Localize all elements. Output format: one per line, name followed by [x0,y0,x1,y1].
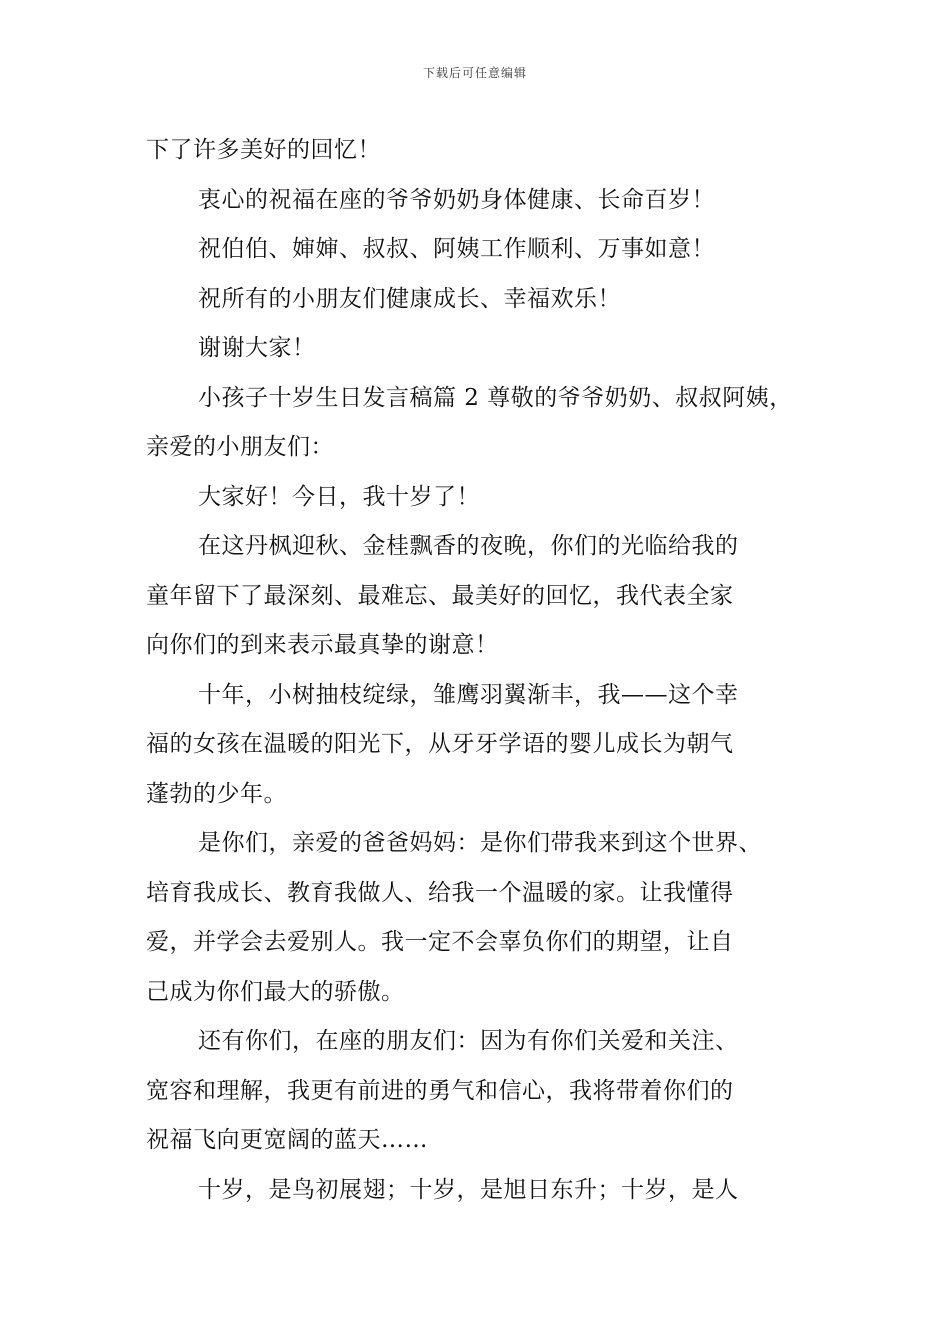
text-line: 己成为你们最大的骄傲。 [146,978,405,1005]
text-line: 福的女孩在温暖的阳光下，从牙牙学语的婴儿成长为朝气 [146,731,734,757]
text-line: 蓬勃的少年。 [146,780,287,807]
document-body [146,132,846,1221]
text-line: 宽容和理解，我更有前进的勇气和信心，我将带着你们的 [146,1077,734,1104]
text-line: 衷心的祝福在座的爷爷奶奶身体健康、长命百岁！ [198,186,715,213]
text-line: 童年留下了最深刻、最难忘、最美好的回忆，我代表全家 [146,582,734,609]
text-line: 爱，并学会去爱别人。我一定不会辜负你们的期望，让自 [146,929,734,955]
text-line: 亲爱的小朋友们： [146,434,334,460]
text-line: 祝所有的小朋友们健康成长、幸福欢乐！ [198,285,621,312]
text-line: 向你们的到来表示最真挚的谢意！ [146,632,499,658]
text-line: 下了许多美好的回忆！ [146,137,381,163]
text-line: 是你们，亲爱的爸爸妈妈：是你们带我来到这个世界、 [198,830,762,856]
text-line: 祝伯伯、婶婶、叔叔、阿姨工作顺利、万事如意！ [198,236,715,262]
text-line: 在这丹枫迎秋、金桂飘香的夜晚，你们的光临给我的 [198,533,739,559]
page-header: 下载后可任意编辑 [422,66,527,80]
text-line: 培育我成长、教育我做人、给我一个温暖的家。让我懂得 [146,879,734,906]
text-line: 大家好！今日，我十岁了！ [198,483,480,510]
text-line: 十年，小树抽枝绽绿，雏鹰羽翼渐丰，我——这个幸 [198,681,739,708]
text-line: 还有你们，在座的朋友们：因为有你们关爱和关注、 [198,1028,739,1054]
text-line: 十岁，是鸟初展翅；十岁，是旭日东升；十岁，是人 [198,1176,739,1203]
text-line: 祝福飞向更宽阔的蓝天…… [146,1127,428,1153]
text-line: 小孩子十岁生日发言稿篇 2 尊敬的爷爷奶奶、叔叔阿姨， [198,384,793,411]
text-line: 谢谢大家！ [198,335,316,361]
